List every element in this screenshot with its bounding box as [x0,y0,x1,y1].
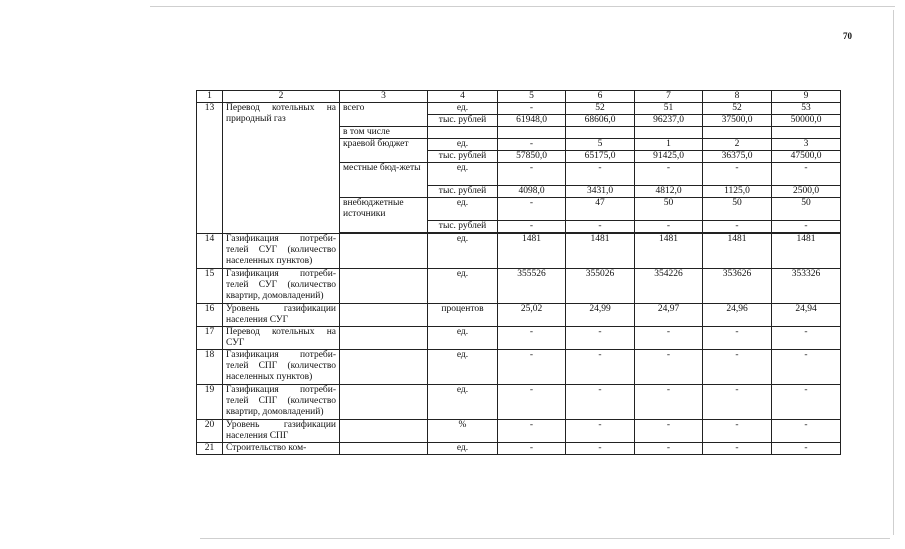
header-cell: 1 [197,91,223,103]
table-row [197,443,841,455]
value-cell: 1481 [566,234,635,269]
value-cell: 96237,0 [635,115,703,127]
value-cell: 61948,0 [498,115,566,127]
unit-cell: ед. [428,385,498,420]
unit-cell: ед. [428,139,498,151]
row-number: 13 [197,103,223,234]
value-cell: - [635,385,703,420]
row-indicator: Газификация потреби-телей СПГ (количество квартир, домовладений) [223,385,340,420]
value-cell: 2500,0 [772,186,841,198]
value-cell: - [566,327,635,350]
value-cell: 91425,0 [635,151,703,163]
value-cell: 37500,0 [703,115,772,127]
value-cell: 24,96 [703,304,772,327]
value-cell: - [498,420,566,443]
unit-cell: процентов [428,304,498,327]
unit-cell: % [428,420,498,443]
value-cell: 57850,0 [498,151,566,163]
header-cell: 7 [635,91,703,103]
value-cell: - [703,327,772,350]
value-cell: 50 [703,198,772,221]
row-number: 17 [197,327,223,350]
value-cell: - [498,327,566,350]
value-cell: - [498,103,566,115]
value-cell: 53 [772,103,841,115]
unit-cell: ед. [428,443,498,455]
scan-edge-top [150,6,895,7]
row-indicator: Газификация потреби-телей СУГ (количество квартир, домовладений) [223,269,340,304]
unit-cell: тыс. рублей [428,221,498,233]
value-cell: 355026 [566,269,635,304]
value-cell: 353626 [703,269,772,304]
row-number: 21 [197,443,223,455]
value-cell: - [703,350,772,385]
row-number: 20 [197,420,223,443]
unit-cell: ед. [428,327,498,350]
value-cell: - [772,163,841,186]
table-row [197,420,841,443]
value-cell: - [635,163,703,186]
value-cell: - [772,385,841,420]
value-cell: - [772,350,841,385]
value-cell: 4812,0 [635,186,703,198]
value-cell: 1 [635,139,703,151]
unit-cell: тыс. рублей [428,186,498,198]
value-cell: 25,02 [498,304,566,327]
value-cell: - [498,198,566,221]
row-indicator: Перевод котельных на СУГ [223,327,340,350]
row-indicator: Газификация потреби-телей СУГ (количество населенных пунктов) [223,234,340,269]
header-cell: 4 [428,91,498,103]
value-cell: 1125,0 [703,186,772,198]
value-cell: - [498,139,566,151]
row-indicator: Уровень газификации населения СУГ [223,304,340,327]
value-cell: 47500,0 [772,151,841,163]
value-cell: - [703,221,772,233]
value-cell: 68606,0 [566,115,635,127]
value-cell: 1481 [703,234,772,269]
unit-cell: тыс. рублей [428,115,498,127]
value-cell: 52 [703,103,772,115]
table-row [197,350,841,385]
value-cell: 2 [703,139,772,151]
header-cell: 3 [340,91,428,103]
value-cell: - [703,420,772,443]
unit-cell: ед. [428,234,498,269]
unit-cell: ед. [428,269,498,304]
value-cell: 36375,0 [703,151,772,163]
row-indicator: Газификация потреби-телей СПГ (количество населенных пунктов) [223,350,340,385]
funding-source: в том числе [340,127,428,139]
value-cell: 65175,0 [566,151,635,163]
table-row [197,385,841,420]
table-row [197,269,841,304]
value-cell: 52 [566,103,635,115]
row-number: 14 [197,234,223,269]
value-cell: - [635,221,703,233]
row-indicator: Перевод котельных на природный газ [223,103,340,234]
value-cell: 354226 [635,269,703,304]
value-cell: 1481 [498,234,566,269]
funding-source: местные бюд-жеты [340,163,428,198]
row-indicator: Уровень газификации населения СПГ [223,420,340,443]
value-cell: - [703,385,772,420]
unit-cell: ед. [428,103,498,115]
value-cell: 353326 [772,269,841,304]
unit-cell: тыс. рублей [428,151,498,163]
value-cell: - [772,420,841,443]
value-cell: - [772,327,841,350]
funding-source: всего [340,103,428,127]
value-cell: - [703,163,772,186]
value-cell: - [498,443,566,455]
value-cell: - [772,443,841,455]
value-cell: 1481 [772,234,841,269]
unit-cell: ед. [428,350,498,385]
row-number: 16 [197,304,223,327]
page-number: 70 [843,31,852,41]
header-cell: 8 [703,91,772,103]
value-cell: 24,97 [635,304,703,327]
value-cell: 50 [772,198,841,221]
value-cell: - [703,443,772,455]
row-number: 19 [197,385,223,420]
row-number: 15 [197,269,223,304]
value-cell: - [498,385,566,420]
unit-cell: ед. [428,198,498,221]
header-cell: 9 [772,91,841,103]
header-cell: 6 [566,91,635,103]
value-cell: 3 [772,139,841,151]
value-cell: 51 [635,103,703,115]
funding-source: внебюджетные источники [340,198,428,233]
value-cell: - [498,221,566,233]
table-row [197,103,841,115]
gasification-table [196,90,841,455]
value-cell: 24,94 [772,304,841,327]
table-row [197,234,841,269]
value-cell: - [498,350,566,385]
value-cell: 24,99 [566,304,635,327]
header-cell: 2 [223,91,340,103]
value-cell: - [566,420,635,443]
value-cell: 3431,0 [566,186,635,198]
header-row [197,91,841,103]
value-cell: - [566,221,635,233]
funding-source: краевой бюджет [340,139,428,163]
scan-edge-right [893,10,894,535]
value-cell: - [635,443,703,455]
scan-edge-bottom [200,538,890,539]
value-cell: - [635,420,703,443]
row-indicator: Строительство ком- [223,443,340,455]
unit-cell: ед. [428,163,498,186]
value-cell: 4098,0 [498,186,566,198]
value-cell: - [566,350,635,385]
value-cell: - [772,221,841,233]
value-cell: - [635,350,703,385]
value-cell: 47 [566,198,635,221]
value-cell: - [498,163,566,186]
header-cell: 5 [498,91,566,103]
value-cell: - [566,385,635,420]
value-cell: - [566,443,635,455]
value-cell: - [566,163,635,186]
value-cell: 355526 [498,269,566,304]
value-cell: 1481 [635,234,703,269]
row-number: 18 [197,350,223,385]
table-row [197,327,841,350]
value-cell: 50 [635,198,703,221]
table-row [197,304,841,327]
value-cell: 50000,0 [772,115,841,127]
value-cell: - [635,327,703,350]
value-cell: 5 [566,139,635,151]
